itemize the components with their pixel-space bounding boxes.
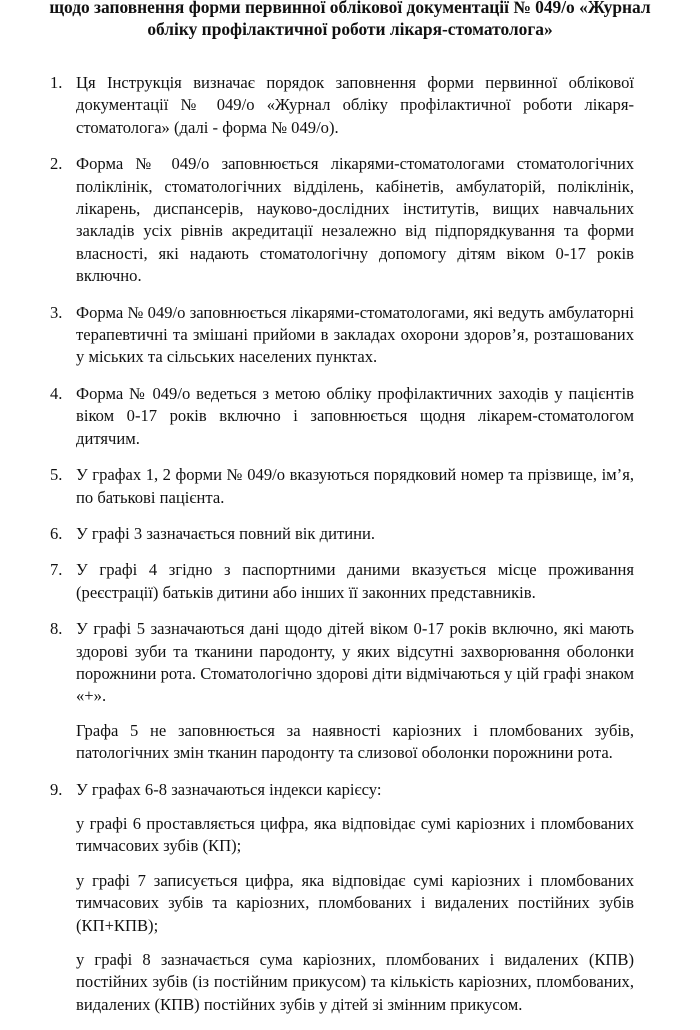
list-item-2 — [50, 153, 634, 287]
item-subparagraph: Графа 5 не заповнюється за наявності каріозних і пломбованих зубів, патологічних змін тканин пародонту та слизової оболонки порожнини рота. — [76, 720, 634, 763]
item-paragraph: У графі 4 згідно з паспортними даними вказується місце проживання (реєстрації) батьків дитини або інших її законних представників. — [76, 560, 634, 602]
item-paragraph: У графах 1, 2 форми № 049/о вказуються порядковий номер та прізвище, ім’я, по батькові пацієнта. — [76, 465, 634, 507]
item-number: 8. — [50, 619, 63, 639]
document-title: щодо заповнення форми первинної облікової документації № 049/о «Журнал обліку профілактичної роботи лікаря-стоматолога» — [49, 0, 651, 39]
item-paragraph: Ця Інструкція визначає порядок заповнення форми первинної облікової документації № 049/о «Журнал обліку профілактичної роботи лікаря-стоматолога» (далі - форма № 049/о). — [76, 73, 634, 137]
item-paragraph: У графах 6-8 зазначаються індекси карієсу: — [76, 779, 382, 799]
item-paragraph: Форма № 049/о ведеться з метою обліку профілактичних заходів у пацієнтів віком 0-17 років включно і заповнюється щодня лікарем-стоматологом дитячим. — [76, 383, 634, 448]
item-subparagraph: у графі 8 зазначається сума каріозних, пломбованих і видалених (КПВ) постійних зубів (із постійним прикусом) та кількість каріозних, пломбованих, видалених (КПВ) постійних зубів у дітей зі змінним прикусом. — [76, 950, 634, 1014]
list-item-6 — [50, 523, 634, 545]
item-paragraph: У графі 3 зазначається повний вік дитини. — [76, 523, 375, 543]
item-paragraph: Форма № 049/о заповнюється лікарями-стоматологами стоматологічних поліклінік, стоматологічних відділень, кабінетів, амбулаторій, поліклінік, лікарень, диспансерів, науково-дослідних інститутів, вищих навчальних закладів усіх рівнів акредитації незалежно від підпорядкування та форми власності, які надають стоматологічну допомогу дітям віком 0-17 років включно. — [76, 154, 634, 286]
item-number: 9. — [50, 779, 63, 799]
item-subparagraph: у графі 7 записується цифра, яка відповідає сумі каріозних і пломбованих тимчасових зубів та каріозних, пломбованих і видалених постійних зубів (КП+КПВ); — [76, 870, 634, 935]
item-number: 2. — [50, 154, 63, 174]
item-paragraph: Форма № 049/о заповнюється лікарями-стоматологами, які ведуть амбулаторні терапевтичні та змішані прийоми в закладах охорони здоров’я, розташованих у міських та сільських населених пунктах. — [76, 302, 634, 367]
list-item-8 — [50, 618, 634, 764]
list-item-5 — [50, 464, 634, 509]
item-number: 7. — [50, 560, 63, 580]
item-number: 5. — [50, 465, 63, 485]
item-number: 3. — [50, 302, 63, 322]
list-item-9 — [50, 779, 634, 1017]
item-number: 1. — [50, 73, 63, 92]
item-number: 4. — [50, 383, 63, 403]
item-paragraph: У графі 5 зазначаються дані щодо дітей віком 0-17 років включно, які мають здорові зуби та тканини пародонту, у яких відсутні захворювання оболонки порожнини рота. Стоматологічно здорові діти відмічаються у цій графі знаком «+». — [76, 619, 634, 706]
item-number: 6. — [50, 523, 63, 543]
instruction-list — [50, 72, 634, 1030]
list-item-7 — [50, 559, 634, 604]
list-item-3 — [50, 302, 634, 369]
list-item-4 — [50, 383, 634, 450]
list-item-1 — [50, 72, 634, 139]
item-subparagraph: у графі 6 проставляється цифра, яка відповідає сумі каріозних і пломбованих тимчасових зубів (КП); — [76, 813, 634, 856]
